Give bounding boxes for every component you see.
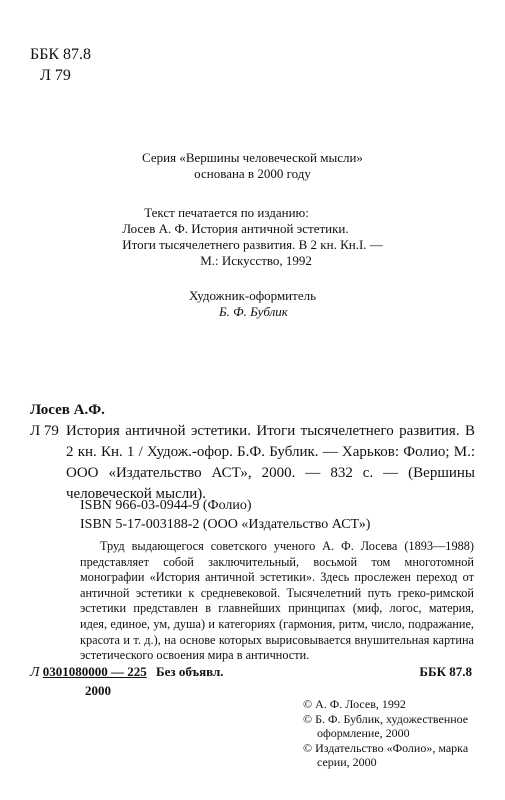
copyright-artist-cont: оформление, 2000 (317, 726, 410, 740)
code-number: 0301080000 — 225 (42, 664, 147, 679)
biblio-author: Лосев А.Ф. (30, 402, 105, 418)
bbk-bottom: ББК 87.8 (419, 664, 472, 679)
copyright-author: © А. Ф. Лосев, 1992 (303, 697, 406, 711)
copyright-publisher: © Издательство «Фолио», марка (303, 740, 469, 755)
source-intro: Текст печатается по изданию: (144, 205, 309, 220)
copyright-block (303, 697, 468, 770)
artist-role: Художник-оформитель (188, 288, 317, 303)
code-prefix: Л (30, 665, 40, 680)
artist-credit (0, 288, 505, 320)
isbn-ast: ISBN 5-17-003188-2 (ООО «Издательство АСТ») (80, 517, 371, 532)
no-advert-note: Без объявл. (155, 664, 224, 679)
bibliographic-record (30, 400, 475, 505)
bbk-header (30, 44, 91, 86)
bbk-code: ББК 87.8 (30, 46, 92, 63)
annotation: Труд выдающегося советского ученого А. Ф. Лосева (1893—1988) представляет собой заключительный, восьмой том многотомной монографии «История античной эстетики». Здесь прослежен переход от античной эстетики к средневековой. Тысячелетний путь греко-римской эстетики представлен в главнейших принципах (миф, логос, материя, идея, единое, ум, душа) и категориях (гармония, ритм, число, подражание, красота и т. д.), на основе которых вырисовывается внушительная картина эстетического освоения мира в античности. (80, 539, 474, 663)
source-line-2: Лосев А. Ф. История античной эстетики. (122, 221, 349, 236)
series-info (0, 150, 505, 182)
isbn-block (80, 496, 370, 534)
source-line-3: Итоги тысячелетнего развития. В 2 кн. Кн.I. — (122, 237, 383, 252)
biblio-entry: История античной эстетики. Итоги тысячелетнего развития. В 2 кн. Кн. 1 / Худож.-офор. Б.Ф. Бублик. — Харьков: Фолио; М.: ООО «Издательство АСТ», 2000. — 832 с. — (Вершины человеческой мысли). (66, 423, 475, 502)
copyright-artist: © Б. Ф. Бублик, художественное (303, 711, 469, 726)
artist-name: Б. Ф. Бублик (218, 304, 288, 319)
source-line-4: М.: Искусство, 1992 (200, 253, 312, 268)
code-year: 2000 (85, 683, 111, 698)
biblio-code: Л 79 (30, 423, 59, 439)
source-edition (0, 205, 505, 269)
isbn-folio: ISBN 966-03-0944-9 (Фолио) (80, 498, 252, 513)
copyright-publisher-cont: серии, 2000 (317, 755, 377, 769)
author-mark: Л 79 (40, 67, 71, 84)
publication-code (30, 664, 224, 681)
series-title: Серия «Вершины человеческой мысли» (142, 150, 363, 165)
series-founded: основана в 2000 году (194, 166, 311, 181)
